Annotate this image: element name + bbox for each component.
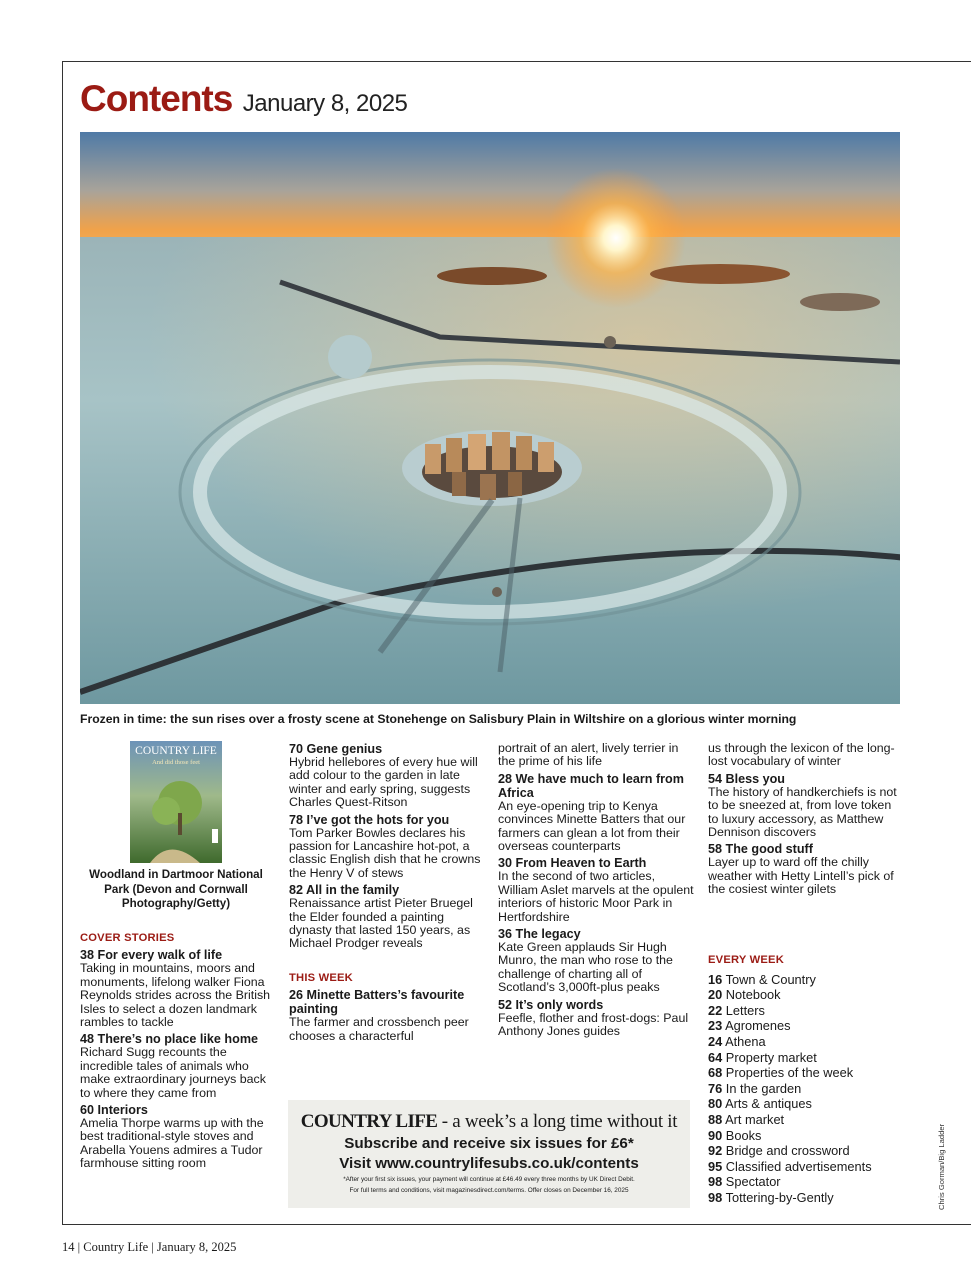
item-title: Notebook bbox=[725, 987, 781, 1003]
contents-entry[interactable] bbox=[289, 813, 485, 881]
contents-entry[interactable] bbox=[289, 742, 485, 810]
entry-summary: Amelia Thorpe warms up with the best traditional-style stoves and Arabella Youens admires a Tudor farmhouse sitting room bbox=[80, 1116, 264, 1171]
page-number: 23 bbox=[708, 1018, 723, 1034]
entry-summary: Feefle, flother and frost-dogs: Paul Anthony Jones guides bbox=[498, 1010, 689, 1039]
contents-entry[interactable] bbox=[80, 948, 275, 1029]
cover-stories-column bbox=[80, 932, 275, 1174]
promo-fine-print: *After your first six issues, your payment will continue at £46.49 every three months by UK Direct Debit. bbox=[343, 1176, 635, 1183]
entry-summary: portrait of an alert, lively terrier in the prime of his life bbox=[498, 741, 679, 769]
page-number: 22 bbox=[708, 1002, 723, 1018]
page-folio: 14 | Country Life | January 8, 2025 bbox=[62, 1240, 237, 1254]
contents-entry[interactable] bbox=[80, 1103, 275, 1171]
item-title: Arts & antiques bbox=[725, 1096, 812, 1112]
item-title: Agromenes bbox=[725, 1018, 791, 1034]
entry-title: 26 Minette Batters’s favourite painting bbox=[289, 988, 465, 1017]
item-title: Properties of the week bbox=[725, 1065, 854, 1081]
contents-column-2 bbox=[289, 742, 485, 1046]
list-item[interactable] bbox=[708, 1112, 908, 1128]
issue-date: January 8, 2025 bbox=[242, 90, 408, 117]
list-item[interactable] bbox=[708, 1128, 908, 1144]
entry-title: 52 It’s only words bbox=[498, 997, 604, 1012]
entry-summary: The farmer and crossbench peer chooses a characterful bbox=[289, 1015, 469, 1043]
promo-brand: COUNTRY LIFE bbox=[300, 1111, 438, 1132]
list-item[interactable] bbox=[708, 1096, 908, 1112]
cover-stories-label: COVER STORIES bbox=[80, 932, 175, 944]
photo-credit: Chris Gorman/Big Ladder bbox=[937, 1123, 946, 1210]
list-item[interactable] bbox=[708, 1065, 908, 1081]
contents-entry[interactable] bbox=[80, 1032, 275, 1100]
cover-coverline: And did those feet bbox=[152, 759, 200, 766]
item-title: Athena bbox=[725, 1033, 766, 1049]
entry-summary: Tom Parker Bowles declares his passion for Lancashire hot-pot, a classic English dish that he crowns the Henry V of stews bbox=[289, 825, 481, 880]
promo-url[interactable]: Visit www.countrylifesubs.co.uk/contents bbox=[339, 1155, 639, 1172]
entry-title: 78 I’ve got the hots for you bbox=[289, 812, 450, 827]
page-number: 64 bbox=[708, 1049, 723, 1065]
list-item[interactable] bbox=[708, 1081, 908, 1097]
page-number: 76 bbox=[708, 1080, 723, 1096]
entry-title: 48 There’s no place like home bbox=[80, 1032, 259, 1047]
entry-summary: Taking in mountains, moors and monuments, lifelong walker Fiona Reynolds strides across the British Isles to select a dozen landmark rambles to tackle bbox=[80, 961, 271, 1030]
page-title bbox=[80, 78, 407, 120]
list-item[interactable] bbox=[708, 1159, 908, 1175]
list-item[interactable] bbox=[708, 1003, 908, 1019]
list-item[interactable] bbox=[708, 1050, 908, 1066]
entry-summary: us through the lexicon of the long-lost vocabulary of winter bbox=[708, 741, 895, 769]
item-title: Spectator bbox=[725, 1174, 781, 1190]
page-number: 92 bbox=[708, 1143, 723, 1159]
entry-summary: Layer up to ward off the chilly weather with Hetty Lintell’s pick of the cosiest winter gilets bbox=[708, 855, 894, 897]
entry-summary: Renaissance artist Pieter Bruegel the Elder founded a painting dynasty that lasted 150 years, as Michael Prodger reveals bbox=[289, 896, 473, 951]
promo-terms: For full terms and conditions, visit magazinesdirect.com/terms. Offer closes on December 16, 2025 bbox=[349, 1187, 629, 1194]
promo-brand-line bbox=[288, 1111, 690, 1133]
page-number: 88 bbox=[708, 1111, 723, 1127]
item-title: In the garden bbox=[725, 1080, 802, 1096]
list-item[interactable] bbox=[708, 972, 908, 988]
photo-caption: Frozen in time: the sun rises over a frosty scene at Stonehenge on Salisbury Plain in Wiltshire on a glorious winter morning bbox=[80, 712, 797, 726]
entry-title: 70 Gene genius bbox=[289, 742, 383, 756]
contents-entry[interactable] bbox=[708, 772, 904, 840]
list-item[interactable] bbox=[708, 1190, 908, 1206]
entry-summary: Richard Sugg recounts the incredible tales of animals who make extraordinary journeys back to where they came from bbox=[80, 1045, 266, 1100]
every-week-label: EVERY WEEK bbox=[708, 954, 784, 966]
entry-summary: Kate Green applauds Sir Hugh Munro, the man who rose to the challenge of charting all of Scotland’s 3,000ft-plus peaks bbox=[498, 940, 673, 995]
entry-title: 82 All in the family bbox=[289, 883, 400, 898]
item-title: Classified advertisements bbox=[725, 1158, 872, 1174]
entry-summary: An eye-opening trip to Kenya convinces Minette Batters that our farmers can glean a lot from their overseas counterparts bbox=[498, 798, 686, 854]
contents-entry[interactable] bbox=[498, 856, 698, 924]
promo-tagline: - a week’s a long time without it bbox=[437, 1111, 678, 1132]
cover-caption: Woodland in Dartmoor National Park (Devon and Cornwall Photography/Getty) bbox=[89, 868, 263, 910]
item-title: Letters bbox=[725, 1002, 765, 1018]
promo-offer: Subscribe and receive six issues for £6* bbox=[344, 1135, 634, 1152]
page-number: 90 bbox=[708, 1127, 723, 1143]
page-number: 68 bbox=[708, 1065, 723, 1081]
list-item[interactable] bbox=[708, 1174, 908, 1190]
entry-summary: In the second of two articles, William Aslet marvels at the opulent interiors of historic Moor Park in Hertfordshire bbox=[498, 869, 694, 924]
item-title: Bridge and crossword bbox=[725, 1143, 850, 1159]
entry-title: 28 We have much to learn from Africa bbox=[498, 771, 684, 800]
every-week-list bbox=[708, 953, 908, 1206]
contents-entry[interactable] bbox=[498, 998, 698, 1039]
entry-title: 60 Interiors bbox=[80, 1103, 148, 1118]
contents-entry-continued[interactable] bbox=[498, 742, 698, 769]
page-number: 98 bbox=[708, 1189, 723, 1205]
contents-entry[interactable] bbox=[708, 842, 904, 896]
this-week-label: THIS WEEK bbox=[289, 971, 353, 984]
contents-column-3 bbox=[498, 742, 698, 1042]
entry-title: 30 From Heaven to Earth bbox=[498, 856, 647, 871]
item-title: Tottering-by-Gently bbox=[725, 1189, 834, 1205]
contents-entry[interactable] bbox=[498, 772, 698, 854]
entry-summary: The history of handkerchiefs is not to be sneezed at, from love token to luxury accessory, as Matthew Dennison discovers bbox=[708, 784, 897, 840]
entry-title: 36 The legacy bbox=[498, 927, 581, 942]
cover-masthead: COUNTRY LIFE bbox=[135, 745, 217, 757]
contents-entry[interactable] bbox=[289, 883, 485, 951]
page-number: 20 bbox=[708, 987, 723, 1003]
list-item[interactable] bbox=[708, 987, 908, 1003]
page-number: 16 bbox=[708, 971, 723, 987]
contents-entry-continued[interactable] bbox=[708, 742, 904, 769]
contents-entry[interactable] bbox=[289, 988, 485, 1043]
magazine-cover-thumbnail[interactable] bbox=[130, 741, 222, 863]
list-item[interactable] bbox=[708, 1143, 908, 1159]
page-number: 98 bbox=[708, 1174, 723, 1190]
entry-title: 54 Bless you bbox=[708, 771, 786, 786]
entry-summary: Hybrid hellebores of every hue will add colour to the garden in late winter and early spring, suggests Charles Quest-Ritson bbox=[289, 755, 478, 810]
list-item[interactable] bbox=[708, 1034, 908, 1050]
item-title: Books bbox=[725, 1127, 762, 1143]
item-title: Art market bbox=[725, 1111, 785, 1127]
page-number: 95 bbox=[708, 1158, 723, 1174]
contents-heading: Contents bbox=[80, 78, 233, 119]
subscription-promo-box[interactable] bbox=[288, 1100, 690, 1208]
entry-title: 38 For every walk of life bbox=[80, 948, 223, 963]
page-number: 24 bbox=[708, 1033, 723, 1049]
stonehenge-photo bbox=[80, 132, 900, 704]
item-title: Town & Country bbox=[725, 971, 816, 987]
list-item[interactable] bbox=[708, 1018, 908, 1034]
item-title: Property market bbox=[725, 1049, 817, 1065]
entry-title: 58 The good stuff bbox=[708, 842, 813, 857]
contents-column-4 bbox=[708, 742, 904, 900]
page-number: 80 bbox=[708, 1096, 723, 1112]
contents-entry[interactable] bbox=[498, 927, 698, 995]
